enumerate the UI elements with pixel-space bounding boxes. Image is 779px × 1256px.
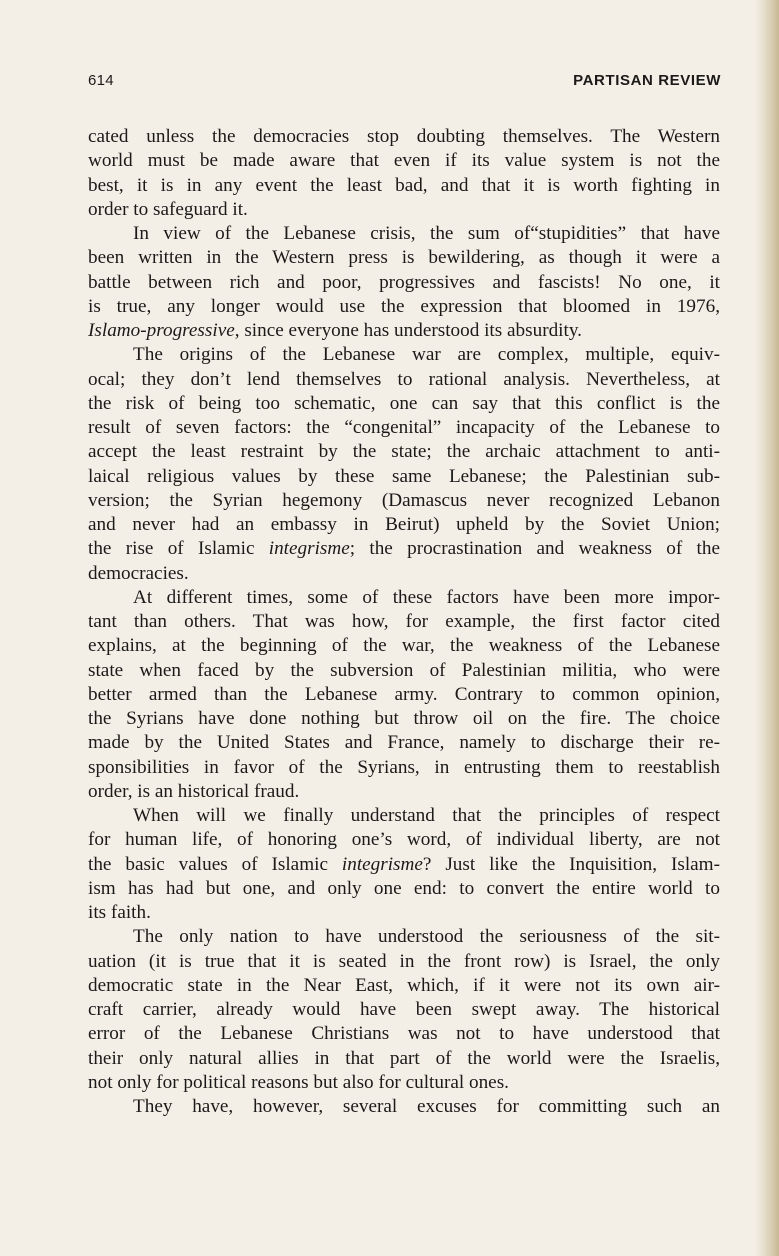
text-line: Islamo-progressive, since everyone has understood its absurdity. <box>88 320 582 341</box>
text-line: uation (it is true that it is seated in the front row) is Israel, the only <box>88 950 720 972</box>
text-line: tant than others. That was how, for example, the first factor cited <box>88 611 720 632</box>
text-line: ism has had but one, and only one end: to convert the entire world to <box>88 877 720 899</box>
text-line: order, is an historical fraud. <box>88 780 300 802</box>
page-header <box>88 72 721 94</box>
page-edge-shadow <box>755 0 779 1256</box>
text-line: cated unless the democracies stop doubting themselves. The Western <box>88 126 720 147</box>
text-line: order to safeguard it. <box>88 198 248 220</box>
text-line: best, it is in any event the least bad, and that it is worth fighting in <box>88 174 720 196</box>
text-line: been written in the Western press is bewildering, as though it were a <box>88 247 720 269</box>
text-line: ocal; they don’t lend themselves to rational analysis. Nevertheless, at <box>88 368 720 390</box>
text-line: the Syrians have done nothing but throw oil on the fire. The choice <box>88 708 720 729</box>
text-line: world must be made aware that even if its value system is not the <box>88 150 720 172</box>
text-line: The origins of the Lebanese war are complex, multiple, equiv- <box>133 344 720 366</box>
text-line: better armed than the Lebanese army. Contrary to common opinion, <box>88 683 720 705</box>
text-line: for human life, of honoring one’s word, of individual liberty, are not <box>88 829 720 851</box>
text-line: democratic state in the Near East, which, if it were not its own air- <box>88 974 720 996</box>
text-line: and never had an embassy in Beirut) upheld by the Soviet Union; <box>88 514 720 535</box>
text-line: When will we finally understand that the principles of respect <box>133 805 720 826</box>
italic-term: integrisme <box>341 853 423 875</box>
text-line: explains, at the beginning of the war, the weakness of the Lebanese <box>88 635 720 657</box>
italic-term: integrisme <box>268 538 350 560</box>
text-line: the risk of being too schematic, one can say that this conflict is the <box>88 392 720 414</box>
text-line: made by the United States and France, namely to discharge their re- <box>88 732 720 754</box>
text-line: not only for political reasons but also for cultural ones. <box>88 1071 509 1093</box>
article-body <box>88 125 720 1119</box>
page-number: 614 <box>88 72 114 89</box>
text-line: version; the Syrian hegemony (Damascus never recognized Lebanon <box>88 489 720 511</box>
text-line: battle between rich and poor, progressives and fascists! No one, it <box>88 271 720 293</box>
text-line: error of the Lebanese Christians was not to have understood that <box>88 1023 720 1045</box>
text-line: At different times, some of these factors have been more impor- <box>133 586 720 608</box>
text-line: the basic values of Islamic integrisme? Just like the Inquisition, Islam- <box>88 853 720 875</box>
italic-term: Islamo-progressive <box>88 320 235 341</box>
text-line: is true, any longer would use the expression that bloomed in 1976, <box>88 295 720 317</box>
text-line: The only nation to have understood the seriousness of the sit- <box>133 926 720 948</box>
text-line: state when faced by the subversion of Palestinian militia, who were <box>88 659 720 681</box>
text-line: They have, however, several excuses for committing such an <box>133 1096 720 1117</box>
text-line: sponsibilities in favor of the Syrians, in entrusting them to reestablish <box>88 756 720 778</box>
text-line: accept the least restraint by the state; the archaic attachment to anti- <box>88 441 720 463</box>
text-line: result of seven factors: the “congenital” incapacity of the Lebanese to <box>88 417 720 438</box>
running-head: PARTISAN REVIEW <box>573 72 721 89</box>
text-line: craft carrier, already would have been swept away. The historical <box>88 999 720 1020</box>
text-line: the rise of Islamic integrisme; the procrastination and weakness of the <box>88 538 720 560</box>
text-line: their only natural allies in that part of the world were the Israelis, <box>88 1047 720 1069</box>
text-line: democracies. <box>88 562 189 584</box>
text-line: In view of the Lebanese crisis, the sum of“stupidities” that have <box>133 223 720 244</box>
text-line: laical religious values by these same Lebanese; the Palestinian sub- <box>88 465 720 487</box>
text-line: its faith. <box>88 902 151 923</box>
